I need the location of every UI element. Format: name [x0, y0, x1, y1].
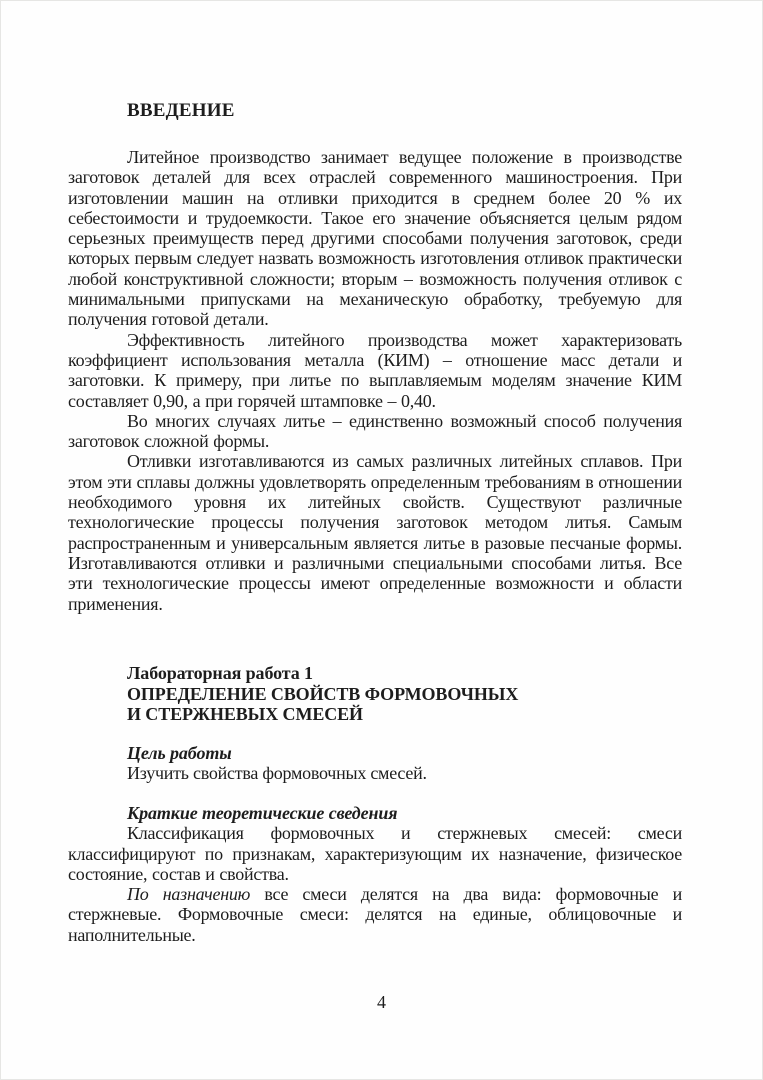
intro-paragraph-1: Литейное производство занимает ведущее положение в производстве заготовок деталей для всех отраслей современного машиностроения. При изготовлении машин на отливки приходится в среднем более 20 % их себестоимости и трудоемкости. Такое его значение объясняется целым рядом серьезных преимуществ перед другими способами получения заготовок, среди которых первым следует назвать возможность изготовления отливок практически любой конструктивной сложности; вторым – возможность получения отливок с минимальными припусками на механическую обработку, требуемую для получения готовой детали. [68, 147, 682, 330]
theory-paragraph-2-rest: все смеси делятся на два вида: формовочные и стержневые. Формовочные смеси: делятся на единые, облицовочные и наполнительные. [68, 884, 683, 945]
lab-work-title-line-1: ОПРЕДЕЛЕНИЕ СВОЙСТВ ФОРМОВОЧНЫХ [127, 683, 519, 704]
theory-paragraph-2-lead: По назначению [127, 884, 251, 905]
page-number: 4 [377, 992, 386, 1012]
intro-paragraph-4: Отливки изготавливаются из самых различных литейных сплавов. При этом эти сплавы должны удовлетворять определенным требованиям в отношении необходимого уровня их литейных свойств. Существуют различные технологические процессы получения заготовок методом литья. Самым распространенным и универсальным является литье в разовые песчаные формы. Изготавливаются отливки и различными специальными способами литья. Все эти технологические процессы имеют определенные возможности и области применения. [68, 451, 682, 614]
theory-heading: Краткие теоретические сведения [127, 803, 398, 823]
intro-paragraph-3: Во многих случаях литье – единственно возможный способ получения заготовок сложной формы. [68, 410, 682, 452]
goal-heading: Цель работы [127, 743, 232, 763]
introduction-title: ВВЕДЕНИЕ [127, 100, 235, 121]
introduction-body [68, 147, 682, 614]
goal-text: Изучить свойства формовочных смесей. [127, 763, 427, 784]
intro-paragraph-2: Эффективность литейного производства может характеризовать коэффициент использования металла (КИМ) – отношение масс детали и заготовки. К примеру, при литье по выплавляемым моделям значение КИМ составляет 0,90, а при горячей штамповке – 0,40. [68, 329, 682, 411]
theory-paragraph-1: Классификация формовочных и стержневых смесей: смеси классифицируют по признакам, характеризующим их назначение, физическое состояние, состав и свойства. [68, 823, 682, 884]
lab-work-title-line-2: И СТЕРЖНЕВЫХ СМЕСЕЙ [127, 704, 363, 724]
goal-section [68, 743, 682, 784]
theory-paragraph-2 [68, 884, 682, 945]
lab-work-number-line: Лабораторная работа 1 [127, 663, 313, 683]
theory-section [68, 803, 682, 945]
lab-work-heading [68, 663, 682, 725]
